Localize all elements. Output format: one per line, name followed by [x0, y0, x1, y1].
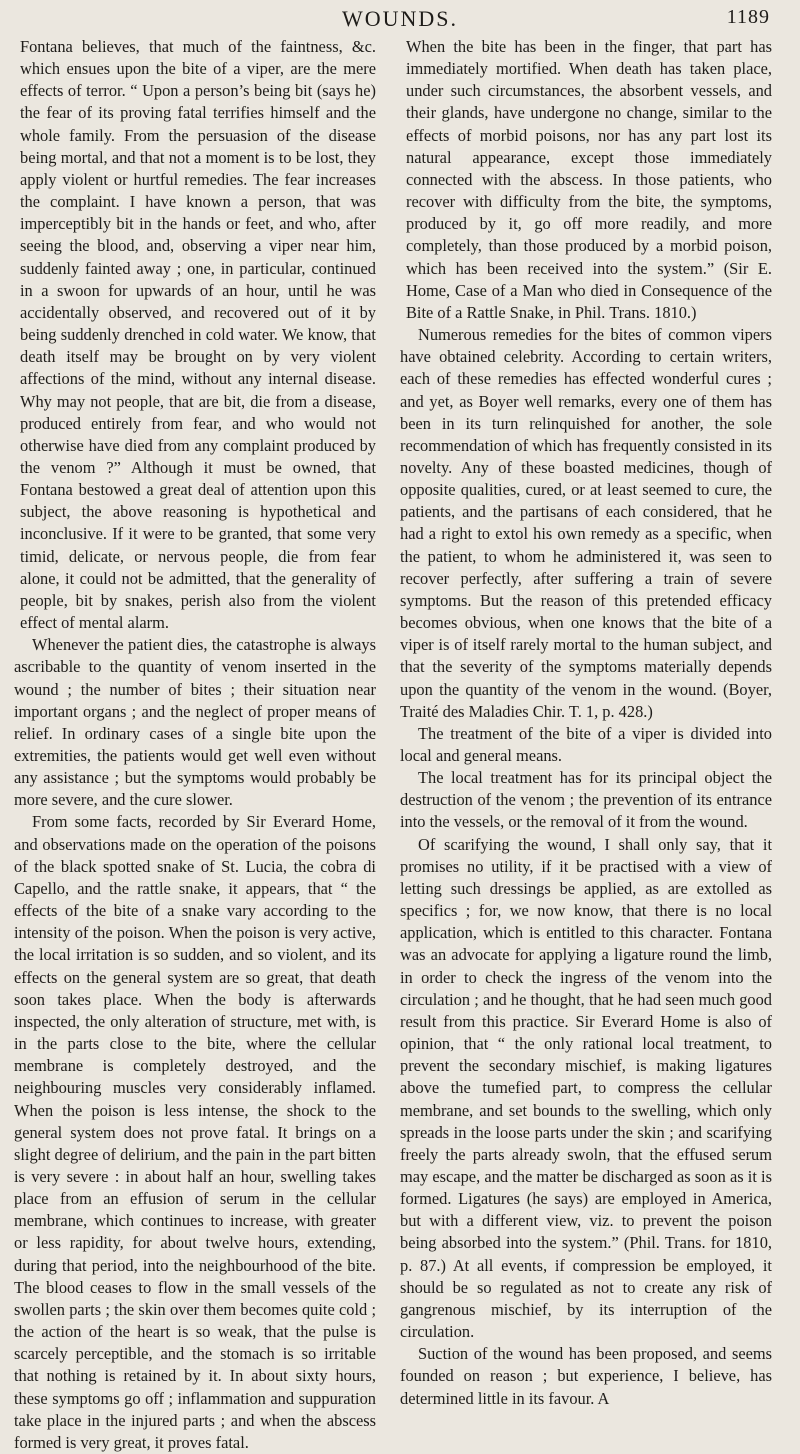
- running-title: WOUNDS.: [341, 6, 459, 31]
- page-number: 1189: [726, 6, 770, 28]
- paragraph: Suction of the wound has been proposed, and seems founded on reason ; but experience, I believe, has determined little in its favour. A: [400, 1344, 772, 1408]
- right-column: [400, 36, 772, 1406]
- paragraph: Numerous remedies for the bites of common vipers have obtained celebrity. According to certain writers, each of these remedies has effected wonderful cures ; and yet, as Boyer well remarks, every one of them has been in its turn relinquished for another, the sole recommendation of which has frequently consisted in its novelty. Any of these boasted medicines, though of opposite qualities, cured, or at least seemed to cure, the patients, and the partisans of each considered, that he had a right to extol his own remedy as a specific, when the patient, to whom he administered it, was seen to recover perfectly, after suffering a train of severe symptoms. But the reason of this pretended efficacy becomes obvious, when one knows that the bite of a viper is of itself rarely mortal to the human subject, and that the severity of the symptoms materially depends upon the quantity of the venom in the wound. (Boyer, Traité des Maladies Chir. T. 1, p. 428.): [400, 325, 772, 721]
- paragraph: Whenever the patient dies, the catastrophe is always ascribable to the quantity of venom inserted in the wound ; the number of bites ; their situation near important organs ; and the neglect of proper means of relief. In ordinary cases of a single bite upon the extremities, the patients would get well even without any assistance ; but the symptoms would probably be more severe, and the cure slower.: [14, 635, 376, 810]
- paragraph: When the bite has been in the finger, that part has immediately mortified. When death has taken place, under such circumstances, the absorbent vessels, and their glands, have undergone no change, similar to the effects of morbid poisons, nor has any part lost its natural appearance, except those immediately connected with the abscess. In those patients, who recover with difficulty from the bite, the symptoms, produced by it, go off more readily, and more completely, than those produced by a morbid poison, which has been received into the system.” (Sir E. Home, Case of a Man who died in Consequence of the Bite of a Rattle Snake, in Phil. Trans. 1810.): [406, 37, 772, 322]
- paragraph: The local treatment has for its principal object the destruction of the venom ; the prevention of its entrance into the vessels, or the removal of it from the wound.: [400, 768, 772, 832]
- paragraph: The treatment of the bite of a viper is divided into local and general means.: [400, 723, 772, 765]
- paragraph: Fontana believes, that much of the faintness, &c. which ensues upon the bite of a viper, are the mere effects of terror. “ Upon a person’s being bit (says he) the fear of its proving fatal terrifies himself and the whole family. From the persuasion of the disease being mortal, and that not a moment is to be lost, they apply violent or hurtful remedies. The fear increases the complaint. I have known a person, that was imperceptibly bit in the hands or feet, and who, after seeing the blood, and, observing a viper near him, suddenly fainted away ; one, in particular, continued in a swoon for upwards of an hour, until he was accidentally observed, and recovered out of it by being suddenly drenched in cold water. We know, that death itself may be brought on by very violent affections of the mind, without any internal disease. Why may not people, that are bit, die from a disease, produced entirely from fear, and who would not otherwise have died from any complaint produced by the venom ?” Although it must be owned, that Fontana bestowed a great deal of attention upon this subject, the above reasoning is hypothetical and inconclusive. If it were to be granted, that some very timid, delicate, or nervous people, die from fear alone, it could not be admitted, that the generality of people, bit by snakes, perish also from the violent effect of mental alarm.: [20, 37, 376, 633]
- paragraph: Of scarifying the wound, I shall only say, that it promises no utility, if it be practised with a view of letting such dressings be applied, as are extolled as specifics ; for, we now know, that there is no local application, which is entitled to this character. Fontana was an advocate for applying a ligature round the limb, in order to check the ingress of the venom into the circulation ; and he thought, that he had seen much good result from this practice. Sir Everard Home is also of opinion, that “ the only rational local treatment, to prevent the secondary mischief, is making ligatures above the tumefied part, to compress the cellular membrane, and set bounds to the swelling, which only spreads in the loose parts under the skin ; and scarifying freely the parts already swoln, that the effused serum may escape, and the matter be discharged as soon as it is formed. Ligatures (he says) are employed in America, but with a different view, viz. to prevent the poison being absorbed into the system.” (Phil. Trans. for 1810, p. 87.) At all events, if compression be employed, it should be so regulated as not to create any risk of gangrenous mischief, by its interruption of the circulation.: [400, 834, 772, 1342]
- left-column: [14, 36, 376, 1452]
- page-header: [0, 2, 800, 38]
- paragraph: From some facts, recorded by Sir Everard Home, and observations made on the operation of the poisons of the black spotted snake of St. Lucia, the cobra di Capello, and the rattle snake, it appears, that “ the effects of the bite of a snake vary according to the intensity of the poison. When the poison is very active, the local irritation is so sudden, and so violent, and its effects on the general system are so great, that death soon takes place. When the body is afterwards inspected, the only alteration of structure, met with, is in the parts close to the bite, where the cellular membrane is completely destroyed, and the neighbouring muscles very considerably inflamed. When the poison is less intense, the shock to the general system does not prove fatal. It brings on a slight degree of delirium, and the pain in the part bitten is very severe : in about half an hour, swelling takes place from an effusion of serum in the cellular membrane, which continues to increase, with greater or less rapidity, for about twelve hours, extending, during that period, into the neighbourhood of the bite. The blood ceases to flow in the small vessels of the swollen parts ; the skin over them becomes quite cold ; the action of the heart is so weak, that the pulse is scarcely perceptible, and the stomach is so irritable that nothing is retained by it. In about sixty hours, these symptoms go off ; inflammation and suppuration take place in the injured parts ; and when the abscess formed is very great, it proves fatal.: [14, 812, 376, 1452]
